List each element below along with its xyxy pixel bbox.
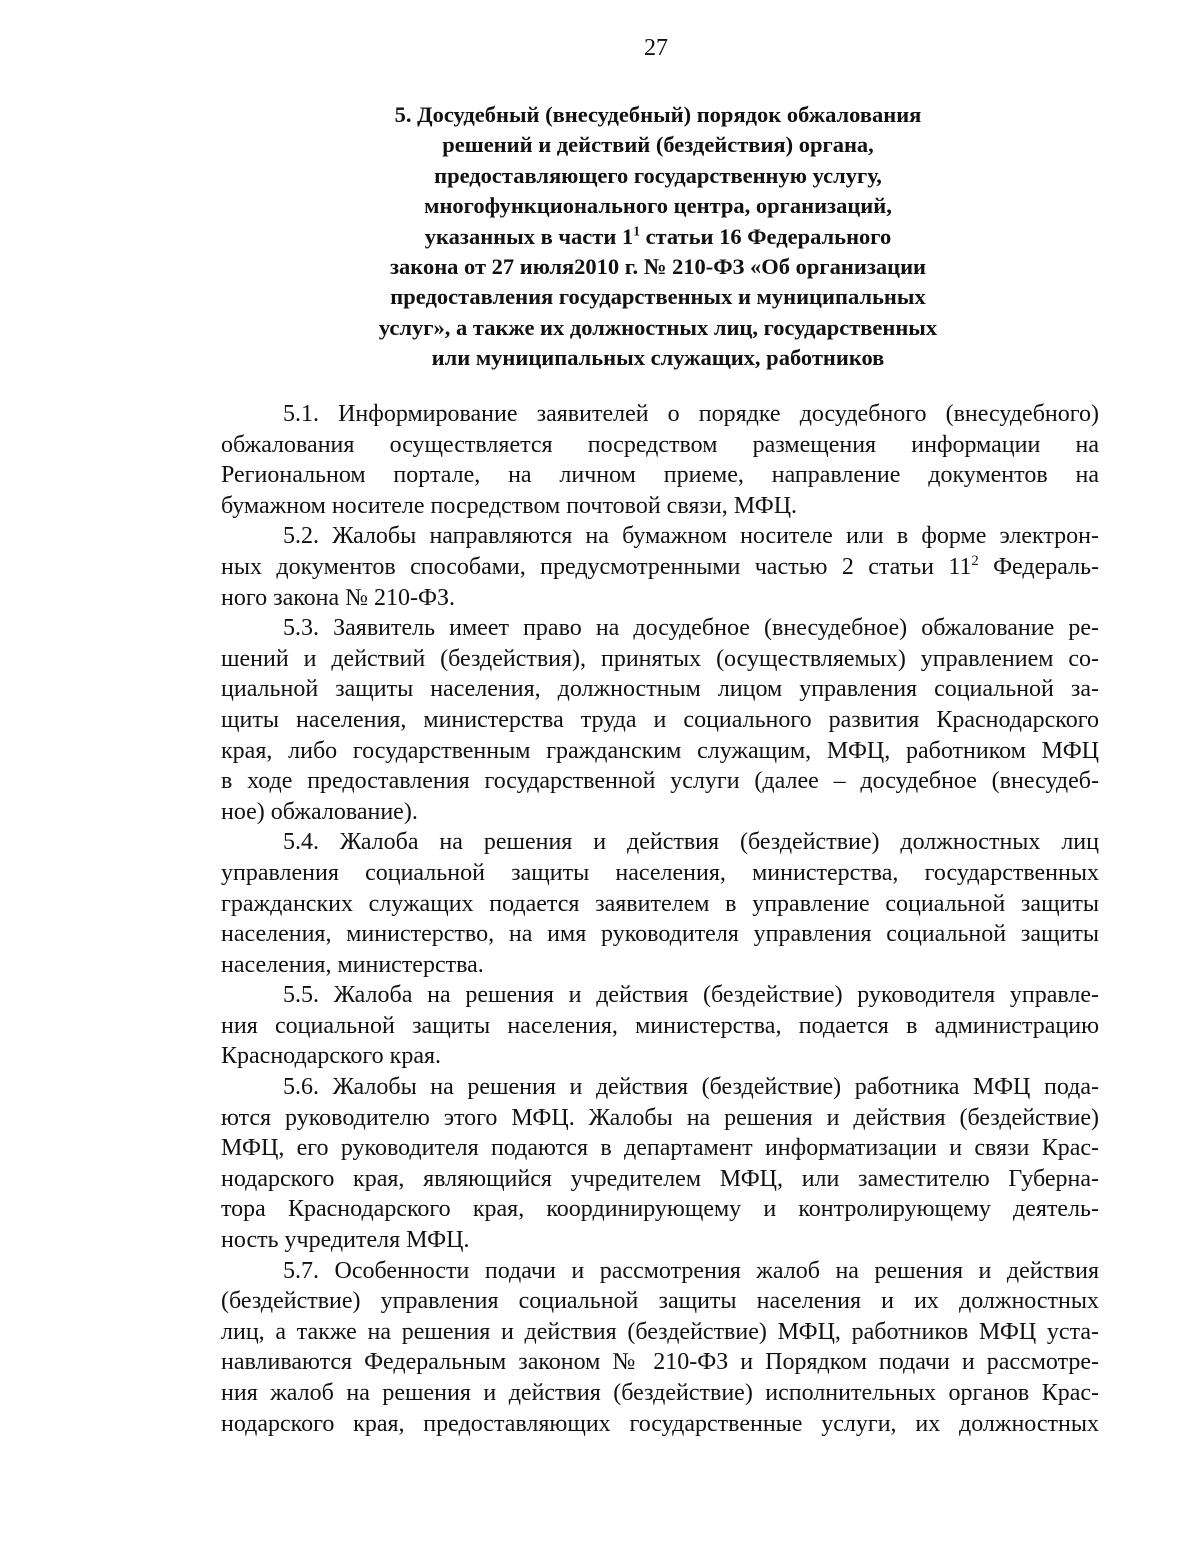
text-line: 5.5. Жалоба на решения и действия (бездействие) руководителя управле- <box>283 982 1099 1009</box>
text-line: шений и действий (бездействия), принятых (осуществляемых) управлением со- <box>221 645 1099 672</box>
heading-line: закона от 27 июля2010 г. № 210-ФЗ «Об организации <box>389 254 927 280</box>
text-line: навливаются Федеральным законом № 210-ФЗ и Порядком подачи и рассмотре- <box>221 1349 1099 1376</box>
heading-text: указанных в части 1 <box>424 223 634 249</box>
text-line: ются руководителю этого МФЦ. Жалобы на решения и действия (бездействие) <box>221 1104 1099 1131</box>
text-segment: ных документов способами, предусмотренными частью 2 статьи 11 <box>221 553 972 580</box>
paragraph-5-1 <box>221 399 1099 521</box>
text-line: ного закона № 210-ФЗ. <box>221 584 456 611</box>
paragraph-5-2 <box>221 521 1099 613</box>
document-body <box>221 399 1099 1439</box>
text-line: (бездействие) управления социальной защиты населения и их должностных <box>221 1288 1099 1315</box>
text-line: края, либо государственным гражданским служащим, МФЦ, работником МФЦ <box>221 737 1099 764</box>
heading-line: предоставления государственных и муниципальных <box>390 284 926 310</box>
text-line: 5.6. Жалобы на решения и действия (бездействие) работника МФЦ пода- <box>283 1074 1099 1101</box>
paragraph-5-5 <box>221 980 1099 1072</box>
text-line: Краснодарского края. <box>221 1043 442 1070</box>
text-line: ное) обжалование). <box>221 798 418 825</box>
heading-line: 5. Досудебный (внесудебный) порядок обжалования <box>394 102 922 127</box>
paragraph-5-4 <box>221 827 1099 980</box>
text-line: 5.2. Жалобы направляются на бумажном носителе или в форме электрон- <box>283 523 1099 550</box>
text-line: 5.7. Особенности подачи и рассмотрения жалоб на решения и действия <box>283 1257 1099 1284</box>
text-line: в ходе предоставления государственной услуги (далее – досудебное (внесудеб- <box>221 768 1099 795</box>
text-line: щиты населения, министерства труда и социального развития Краснодарского <box>221 706 1099 733</box>
heading-line: или муниципальных служащих, работников <box>431 345 885 371</box>
text-line: управления социальной защиты населения, министерства, государственных <box>221 859 1099 886</box>
text-line: ния социальной защиты населения, министерства, подается в администрацию <box>221 1012 1099 1039</box>
superscript: 2 <box>971 552 979 569</box>
paragraph-5-3 <box>221 613 1099 827</box>
text-line: обжалования осуществляется посредством размещения информации на <box>221 431 1099 458</box>
paragraph-5-7 <box>221 1256 1099 1440</box>
heading-line: решений и действий (бездействия) органа, <box>442 132 874 158</box>
text-line: бумажном носителе посредством почтовой связи, МФЦ. <box>221 492 798 519</box>
text-line: нодарского края, предоставляющих государственные услуги, их должностных <box>221 1410 1099 1437</box>
text-line: гражданских служащих подается заявителем в управление социальной защиты <box>221 890 1099 917</box>
text-line: циальной защиты населения, должностным лицом управления социальной за- <box>221 676 1099 703</box>
text-line: ность учредителя МФЦ. <box>221 1227 470 1254</box>
text-line: Региональном портале, на личном приеме, направление документов на <box>221 462 1099 489</box>
text-line: нодарского края, являющийся учредителем МФЦ, или заместителю Губерна- <box>221 1165 1099 1192</box>
heading-text: статьи 16 Федерального <box>639 223 892 249</box>
text-line: 5.3. Заявитель имеет право на досудебное (внесудебное) обжалование ре- <box>283 615 1099 642</box>
page-number: 27 <box>644 35 668 61</box>
text-line: населения, министерства. <box>221 951 484 978</box>
text-line: лиц, а также на решения и действия (бездействие) МФЦ, работников МФЦ уста- <box>221 1318 1099 1345</box>
heading-line: услуг», а также их должностных лиц, государственных <box>378 314 938 340</box>
text-line: 5.1. Информирование заявителей о порядке досудебного (внесудебного) <box>283 401 1099 427</box>
text-line: МФЦ, его руководителя подаются в департамент информатизации и связи Крас- <box>221 1135 1099 1162</box>
paragraph-5-6 <box>221 1072 1099 1256</box>
text-segment: Федераль- <box>978 553 1100 580</box>
section-heading <box>250 100 1066 374</box>
superscript: 1 <box>633 223 640 239</box>
text-line: населения, министерство, на имя руководителя управления социальной защиты <box>221 921 1099 948</box>
text-line: ния жалоб на решения и действия (бездействие) исполнительных органов Крас- <box>221 1380 1099 1406</box>
text-line: тора Краснодарского края, координирующему и контролирующему деятель- <box>221 1196 1099 1223</box>
heading-line <box>250 222 1066 252</box>
text-line: 5.4. Жалоба на решения и действия (бездействие) должностных лиц <box>283 829 1099 856</box>
heading-line: многофункционального центра, организаций, <box>424 193 892 219</box>
heading-line: предоставляющего государственную услугу, <box>434 162 882 188</box>
text-line <box>221 552 1099 583</box>
